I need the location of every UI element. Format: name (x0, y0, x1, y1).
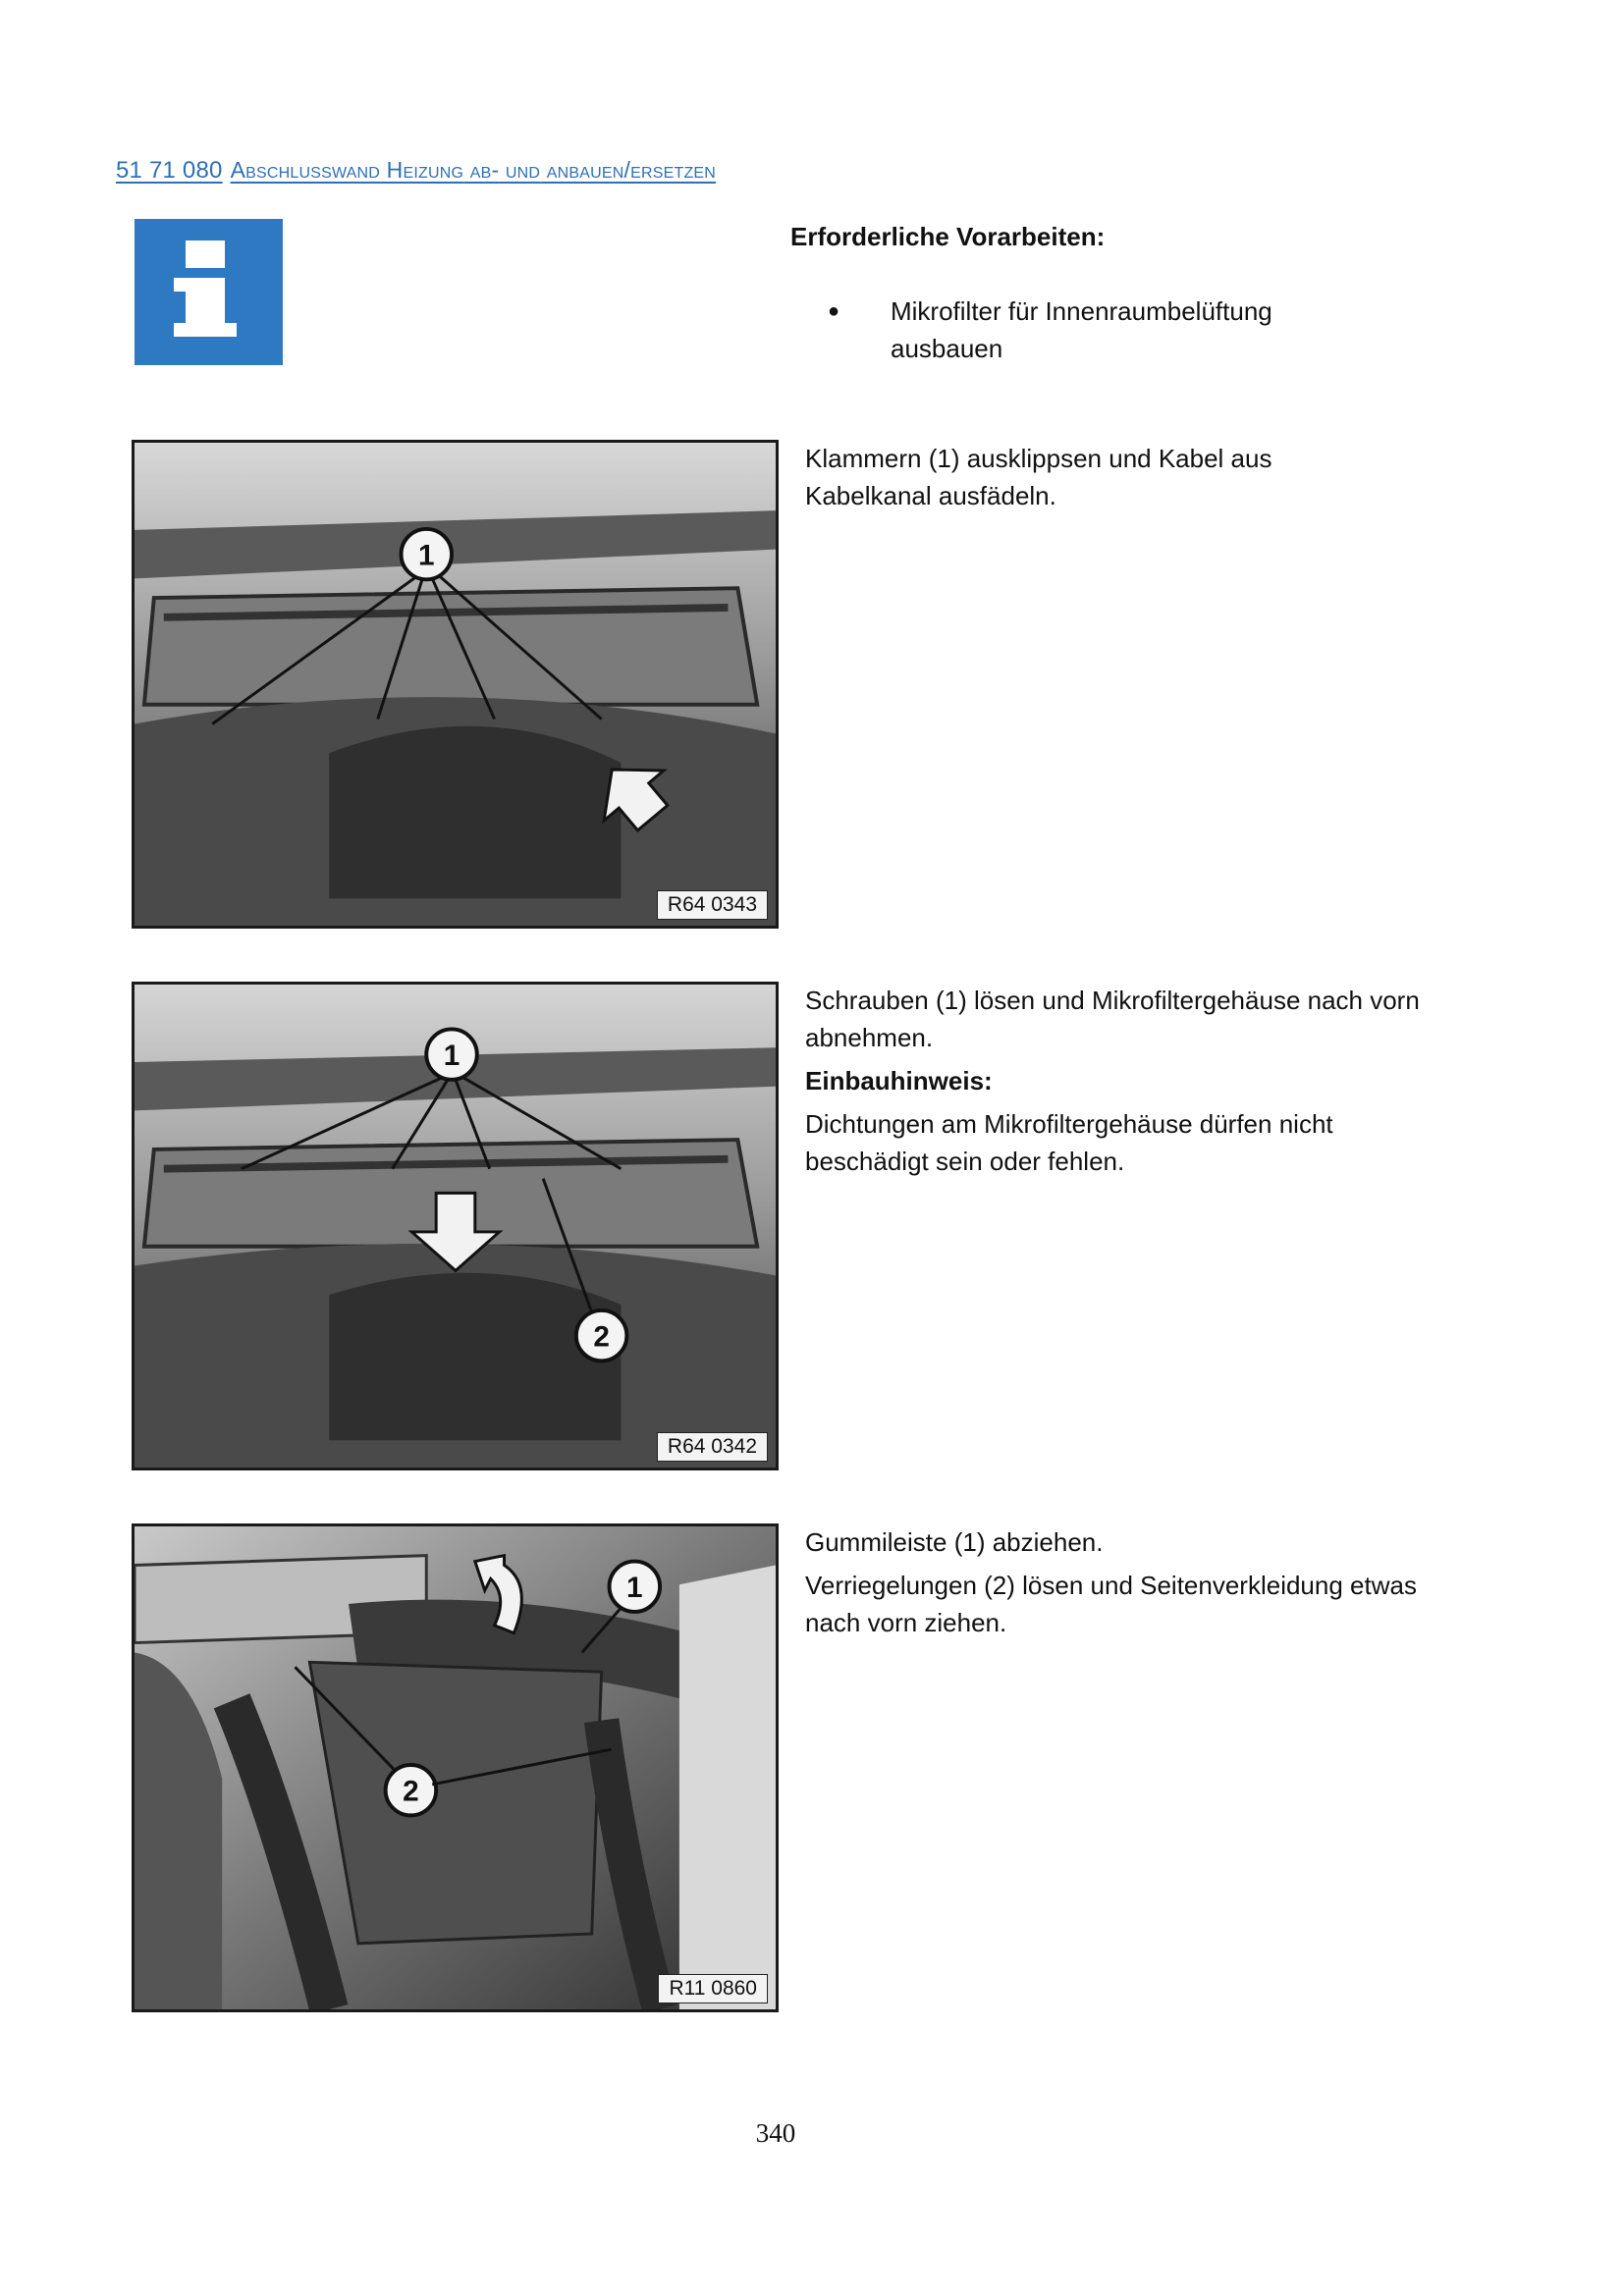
bullet-dot: ● (828, 300, 840, 322)
callout-1: 1 (443, 1040, 460, 1072)
callout-2: 2 (593, 1320, 610, 1354)
step-3-image (132, 1523, 779, 2012)
prep-title: Erforderliche Vorarbeiten: (790, 222, 1106, 251)
image-code: R11 0860 (658, 1974, 768, 2003)
section-title-2: Heizung (380, 157, 464, 183)
section-number: 51 71 080 (116, 157, 223, 184)
section-title-3: ab- (463, 157, 500, 183)
step-2-instruction: Schrauben (1) lösen und Mikrofiltergehäuse nach vorn abnehmen. (805, 986, 1420, 1052)
section-title-1: Abschlusswand (230, 157, 381, 183)
install-note: Dichtungen am Mikrofiltergehäuse dürfen nicht beschädigt sein oder fehlen. (805, 1109, 1333, 1176)
section-title-4: und (499, 157, 541, 183)
install-note-title: Einbauhinweis: (805, 1066, 993, 1095)
image-code: R64 0342 (657, 1432, 768, 1462)
step-3-text (805, 1523, 1434, 1647)
prep-item: Mikrofilter für Innenraumbelüftung ausbauen (891, 296, 1272, 363)
step-1-instruction: Klammern (1) ausklippsen und Kabel aus Kabelkanal ausfädeln. (805, 444, 1272, 510)
image-code: R64 0343 (657, 890, 768, 920)
callout-2: 2 (403, 1775, 419, 1808)
section-title-5: anbauen/ersetzen (540, 157, 717, 183)
page-number: 340 (755, 2118, 796, 2148)
step-1-image (132, 440, 779, 929)
section-heading (116, 157, 730, 185)
step-3-instruction-2: Verriegelungen (2) lösen und Seitenverkleidung etwas nach vorn ziehen. (805, 1571, 1417, 1637)
step-1-text (805, 440, 1355, 520)
callout-1: 1 (626, 1572, 643, 1605)
step-2-text (805, 982, 1434, 1186)
info-icon (135, 219, 283, 365)
callout-1: 1 (417, 539, 435, 572)
step-2-image (132, 982, 779, 1470)
step-3-instruction-1: Gummileiste (1) abziehen. (805, 1527, 1104, 1557)
